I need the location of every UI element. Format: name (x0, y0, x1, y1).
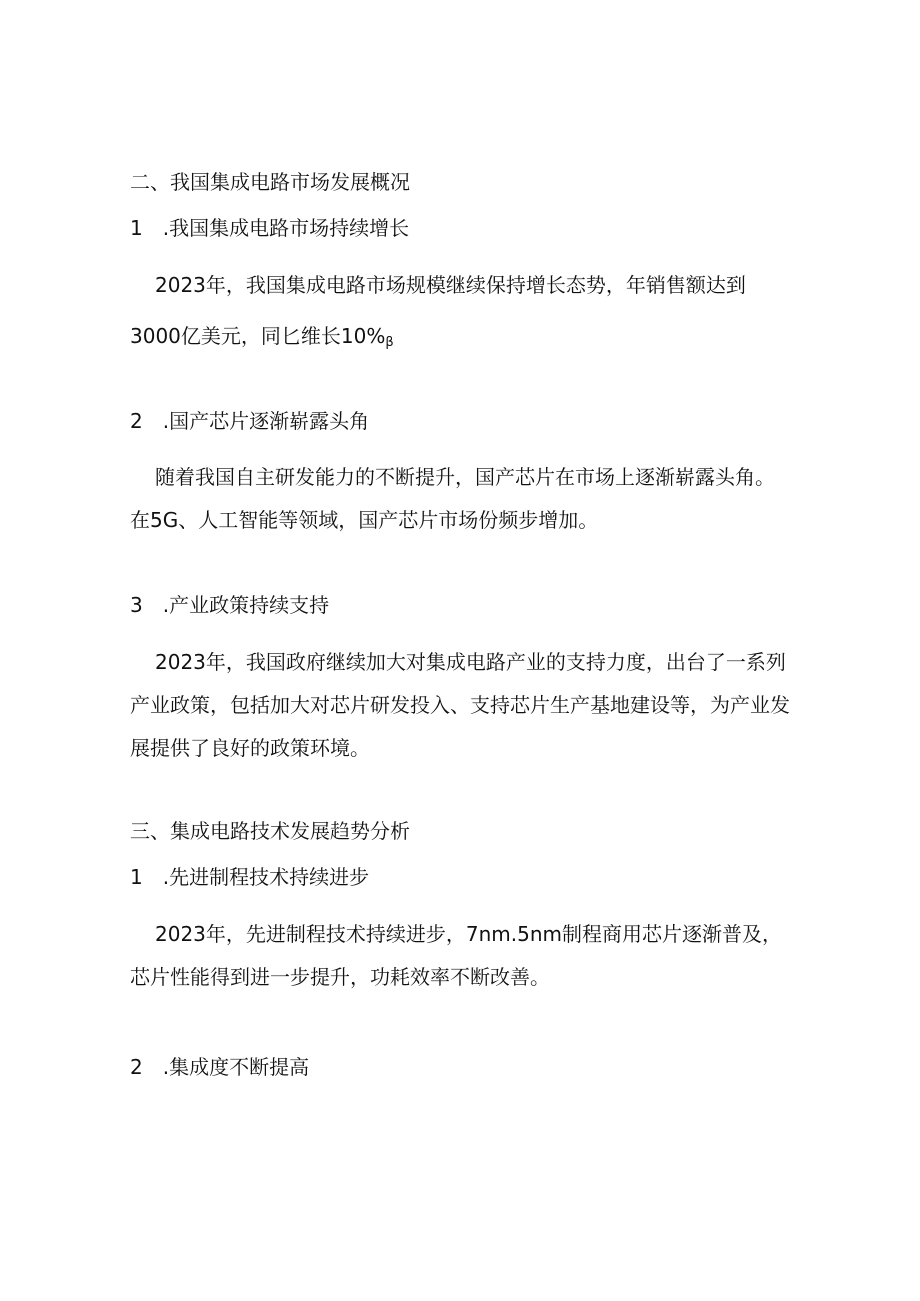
paragraph-tail-glyph: β (385, 335, 394, 350)
paragraph-line: 展提供了良好的政策环境。 (130, 736, 370, 760)
paragraph-line: 2023年，先进制程技术持续进步，7nm.5nm制程商用芯片逐渐普及， (155, 922, 783, 946)
item-title-domestic-chips: 2 .国产芯片逐渐崭露头角 (130, 409, 370, 433)
paragraph-line: 在5G、人工智能等领域，国产芯片市场份频步增加。 (130, 508, 599, 532)
section-heading-tech-trends: 三、集成电路技术发展趋势分析 (130, 819, 410, 843)
paragraph-line-with-tail (130, 323, 394, 356)
paragraph-line-text: 3000亿美元，同匕维长10% (130, 324, 386, 348)
item-title-market-growth: 1 .我国集成电路市场持续增长 (130, 216, 410, 240)
item-title-policy-support: 3 .产业政策持续支持 (130, 593, 330, 617)
paragraph-line: 随着我国自主研发能力的不断提升，国产芯片在市场上逐渐崭露头角。 (155, 465, 775, 489)
item-title-advanced-process: 1 .先进制程技术持续进步 (130, 865, 370, 889)
paragraph-line: 产业政策，包括加大对芯片研发投入、支持芯片生产基地建设等，为产业发 (130, 693, 790, 717)
paragraph-line: 2023年，我国政府继续加大对集成电路产业的支持力度，出台了一系列 (155, 650, 786, 674)
paragraph-line: 芯片性能得到进一步提升，功耗效率不断改善。 (130, 965, 550, 989)
section-heading-market: 二、我国集成电路市场发展概况 (130, 170, 410, 194)
item-title-integration: 2 .集成度不断提高 (130, 1055, 310, 1079)
paragraph-line: 2023年，我国集成电路市场规模继续保持增长态势，年销售额达到 (155, 273, 746, 297)
